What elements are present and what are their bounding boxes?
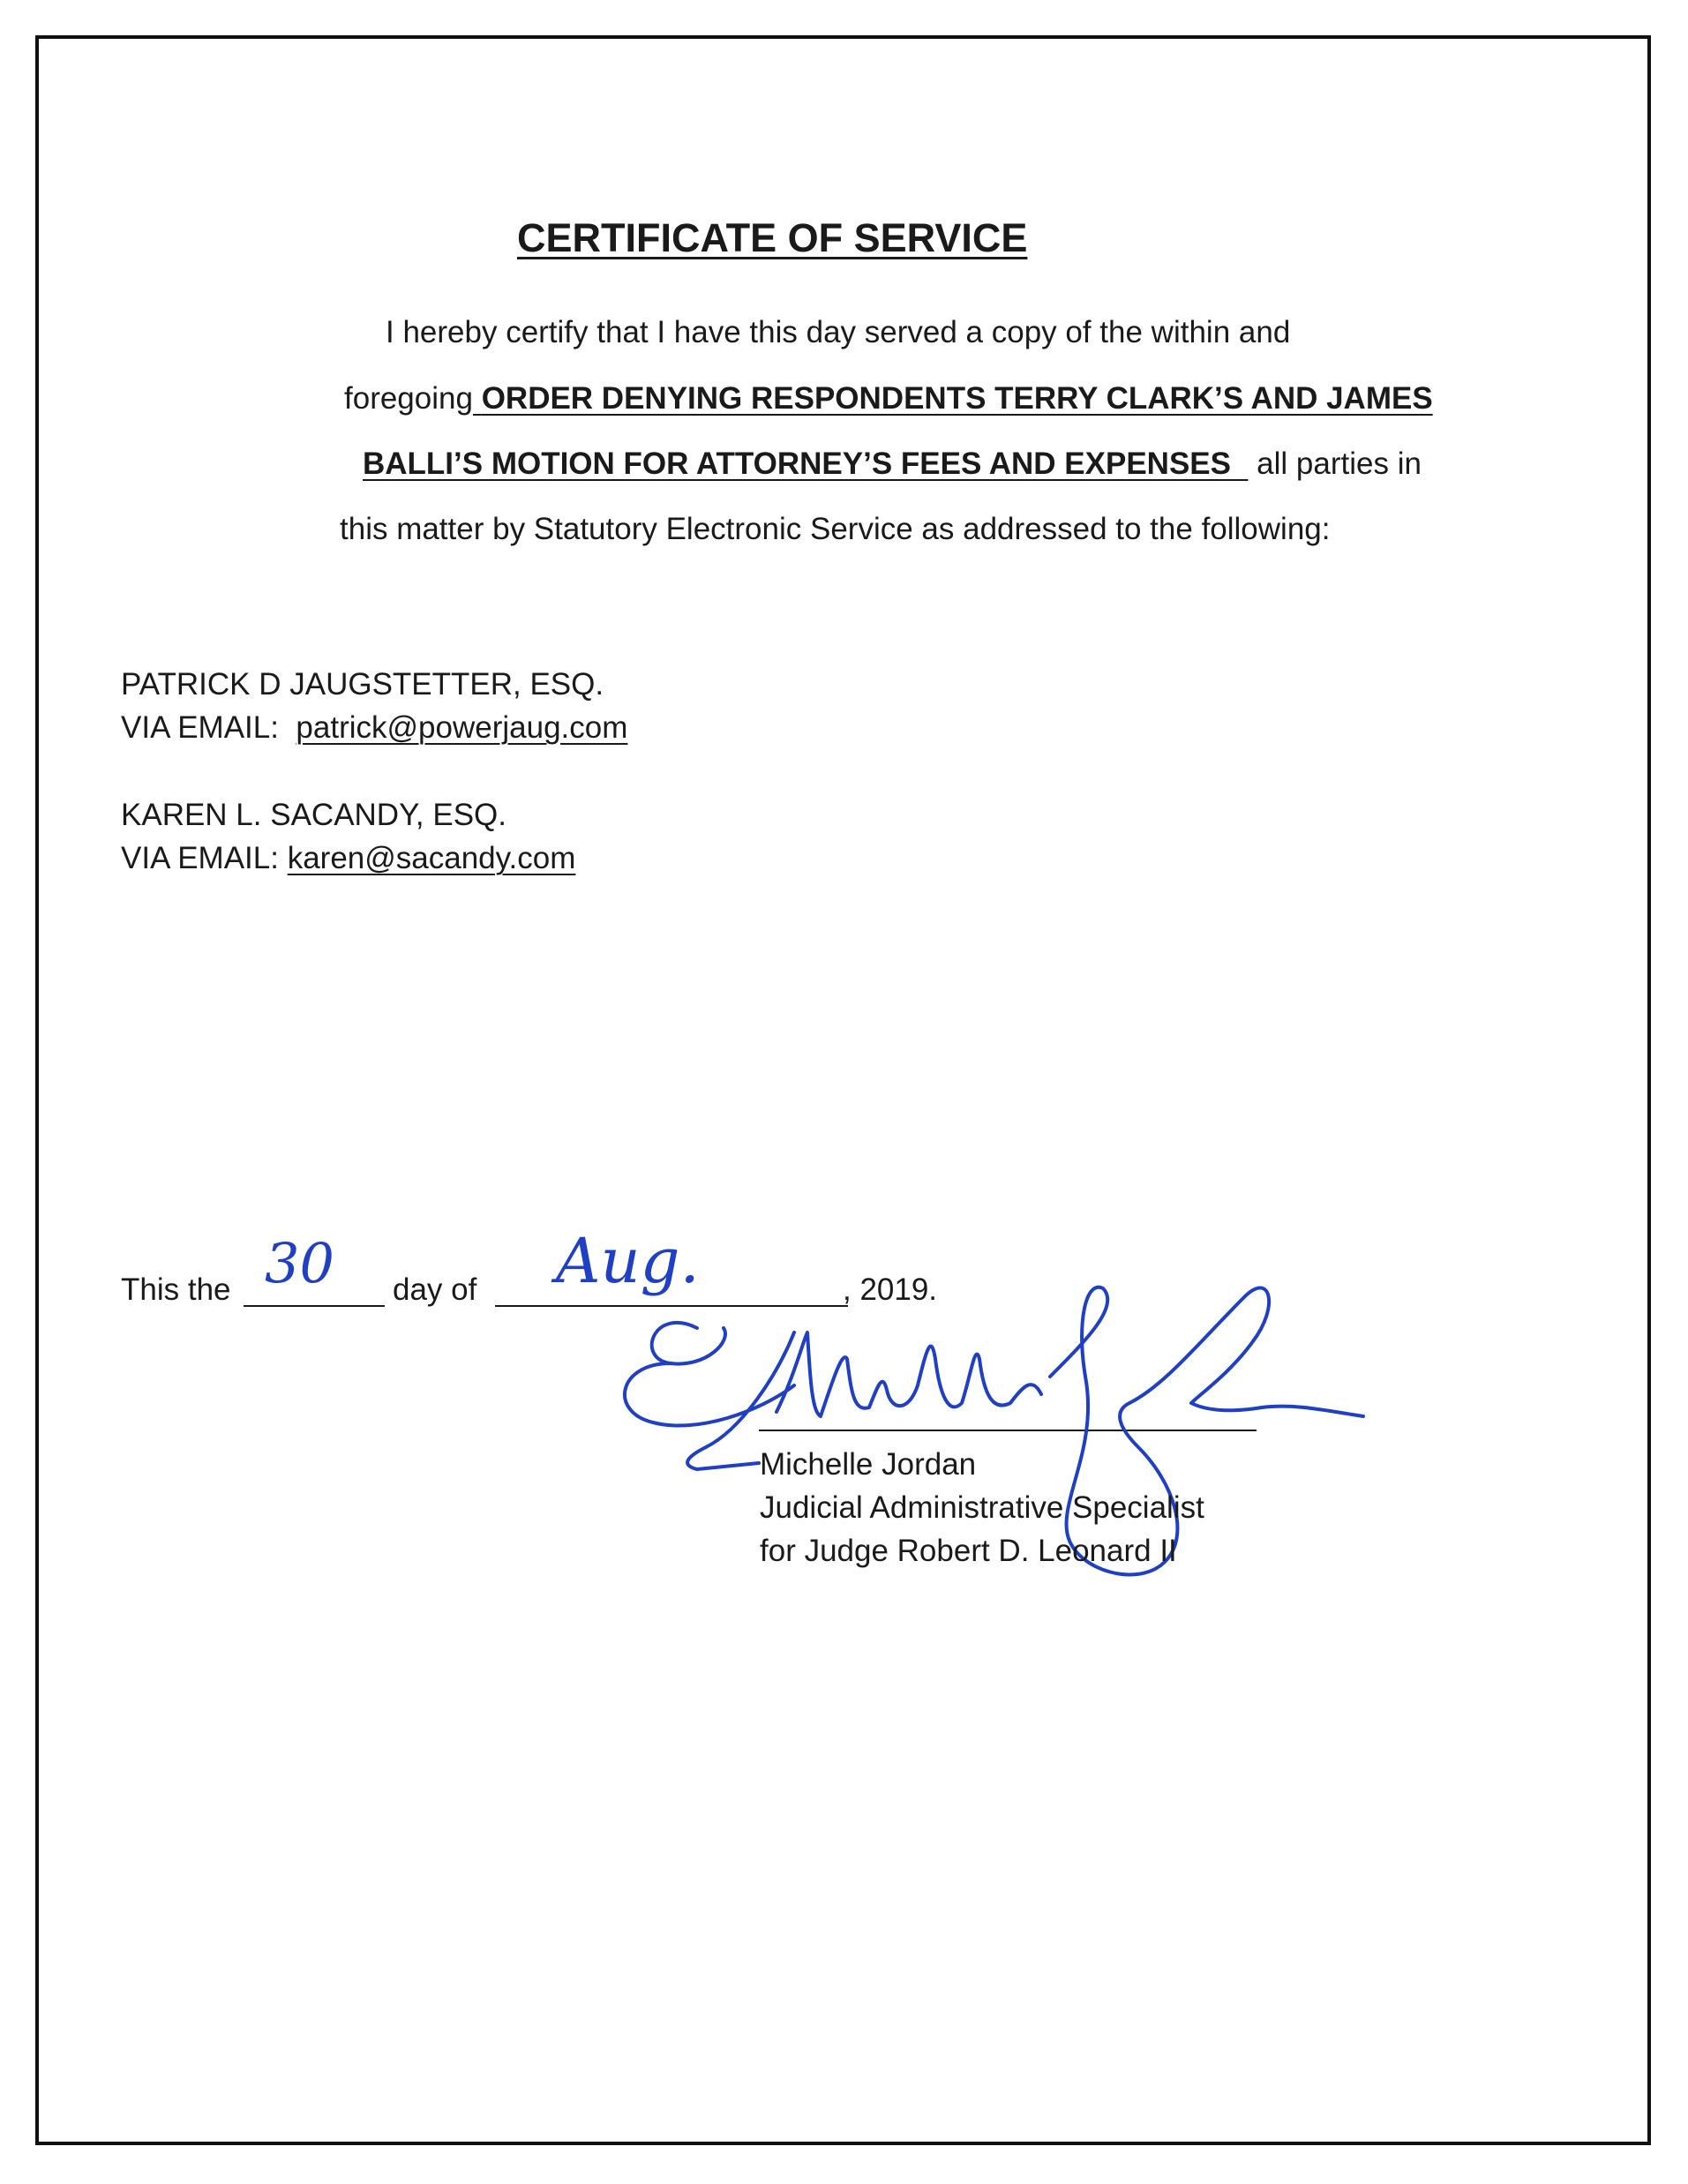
order-title-part-1: ORDER DENYING RESPONDENTS TERRY CLARK’S AND JAMES [481,381,1433,416]
date-suffix: , 2019. [843,1272,938,1307]
intro-line-4: this matter by Statutory Electronic Service as addressed to the following: [340,512,1331,546]
recipient-2-name: KAREN L. SACANDY, ESQ. [121,798,507,832]
recipient-1-email[interactable]: patrick@powerjaug.com [296,710,628,745]
intro-tail: all parties in [1257,447,1422,481]
recipient-1-name: PATRICK D JAUGSTETTER, ESQ. [121,667,604,702]
day-handwritten: 30 [265,1231,334,1295]
order-title-part-2: BALLI’S MOTION FOR ATTORNEY’S FEES AND EXPENSES [363,447,1231,481]
document-title: CERTIFICATE OF SERVICE [517,215,1028,260]
month-handwritten: Aug. [556,1225,700,1297]
recipient-2-email[interactable]: karen@sacandy.com [287,841,576,875]
recipient-2-via-label: VIA EMAIL: [121,841,279,875]
date-prefix: This the [121,1272,231,1307]
intro-line-1: I hereby certify that I have this day served a copy of the within and [386,315,1291,349]
signatory-title: Judicial Administrative Specialist [760,1490,1204,1525]
intro-foregoing: foregoing [344,381,473,416]
date-middle: day of [393,1272,477,1307]
recipient-1-via-label: VIA EMAIL: [121,710,279,745]
signatory-name: Michelle Jordan [760,1447,977,1482]
signatory-for-line: for Judge Robert D. Leonard II [760,1534,1177,1568]
